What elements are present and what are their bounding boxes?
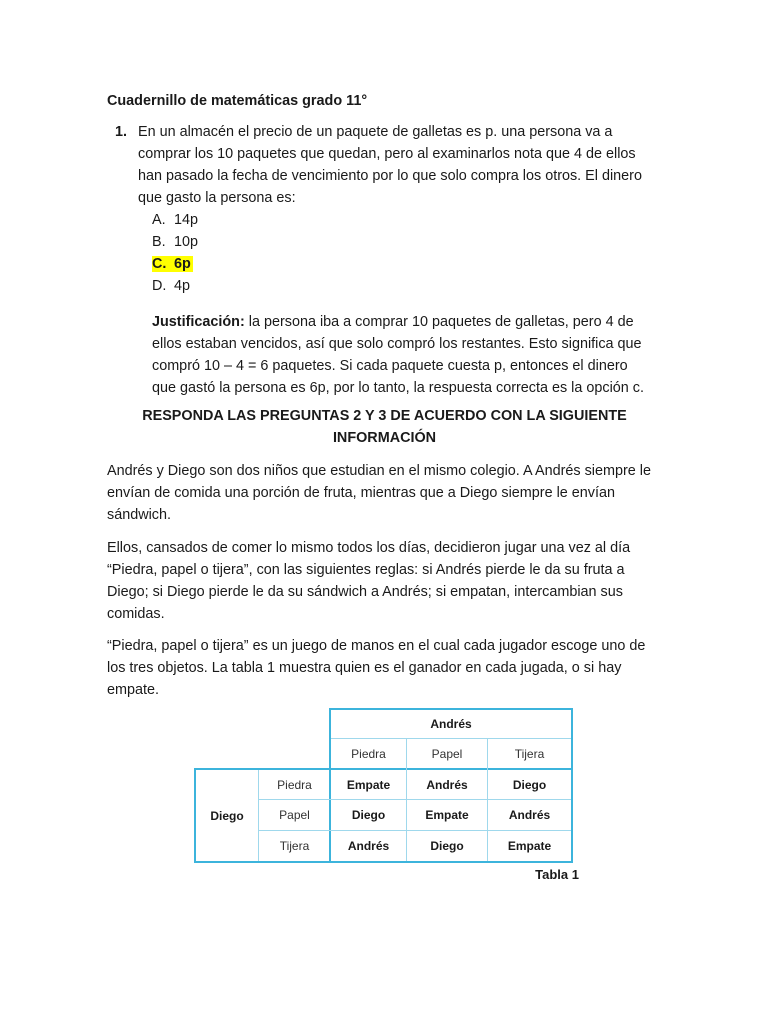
justification-text: la persona iba a comprar 10 paquetes de galletas, pero 4 de ellos estaban vencidos, así que solo compró los restantes. Esto significa que compró 10 – 4 = 6 paquetes. Si cada paquete cuesta p, entonces el dinero que gastó la persona es 6p, por lo tanto, la respuesta correcta es la opción c. bbox=[152, 314, 644, 397]
option-letter: B. bbox=[152, 234, 166, 250]
question-number: 1. bbox=[115, 124, 128, 140]
option-c-correct bbox=[152, 253, 652, 275]
option-letter: A. bbox=[152, 212, 166, 228]
option-letter: D. bbox=[152, 278, 167, 294]
question-1 bbox=[107, 121, 652, 399]
table-cell: Diego bbox=[430, 839, 464, 853]
column-header: Papel bbox=[431, 746, 463, 761]
table-cell: Empate bbox=[346, 777, 391, 792]
question-text: En un almacén el precio de un paquete de galletas es p. una persona va a comprar los 10 paquetes que quedan, pero al examinarlos nota que 4 de ellos han pasado la fecha de vencimiento por lo que solo compra los otros. El dinero que gasto la persona es: bbox=[138, 124, 642, 206]
option-text: 14p bbox=[174, 212, 199, 228]
answer-options bbox=[152, 209, 652, 297]
document-title: Cuadernillo de matemáticas grado 11° bbox=[107, 93, 368, 109]
column-player-header: Andrés bbox=[430, 717, 472, 731]
table-caption: Tabla 1 bbox=[535, 867, 579, 882]
results-table bbox=[194, 708, 579, 883]
justification bbox=[152, 311, 652, 399]
column-header: Tijera bbox=[514, 746, 545, 761]
column-header: Piedra bbox=[351, 746, 386, 761]
table-cell: Diego bbox=[351, 808, 386, 822]
option-text: 6p bbox=[174, 256, 191, 272]
paragraph: Andrés y Diego son dos niños que estudian en el mismo colegio. A Andrés siempre le envían de comida una porción de fruta, mientras que a Diego siempre le envían sándwich. bbox=[107, 463, 651, 523]
section-heading: RESPONDA LAS PREGUNTAS 2 Y 3 DE ACUERDO CON LA SIGUIENTE INFORMACIÓN bbox=[142, 408, 627, 446]
table-cell: Andrés bbox=[347, 839, 390, 853]
row-header: Piedra bbox=[277, 777, 312, 792]
option-d bbox=[152, 275, 652, 297]
row-player-header: Diego bbox=[210, 808, 244, 823]
option-text: 10p bbox=[174, 234, 199, 250]
table-cell: Andrés bbox=[508, 808, 551, 822]
paragraph: “Piedra, papel o tijera” es un juego de manos en el cual cada jugador escoge uno de los tres objetos. La tabla 1 muestra quien es el ganador en cada jugada, o si hay empate. bbox=[107, 638, 646, 698]
option-b bbox=[152, 231, 652, 253]
option-text: 4p bbox=[174, 278, 191, 294]
row-header: Papel bbox=[279, 808, 310, 822]
highlighted-answer bbox=[152, 256, 193, 272]
table-cell: Empate bbox=[507, 839, 552, 853]
table-cell: Diego bbox=[512, 777, 547, 792]
option-a bbox=[152, 209, 652, 231]
table-cell: Empate bbox=[425, 808, 469, 822]
paragraph: Ellos, cansados de comer lo mismo todos los días, decidieron jugar una vez al día “Piedra, papel o tijera”, con las siguientes reglas: si Andrés pierde le da su fruta a Diego; si Diego pierde le da su sándwich a Andrés; si empatan, intercambian sus comidas. bbox=[107, 540, 631, 622]
option-letter: C. bbox=[152, 256, 167, 272]
row-header: Tijera bbox=[279, 839, 310, 853]
justification-label: Justificación: bbox=[152, 314, 245, 331]
table-cell: Andrés bbox=[426, 777, 468, 792]
